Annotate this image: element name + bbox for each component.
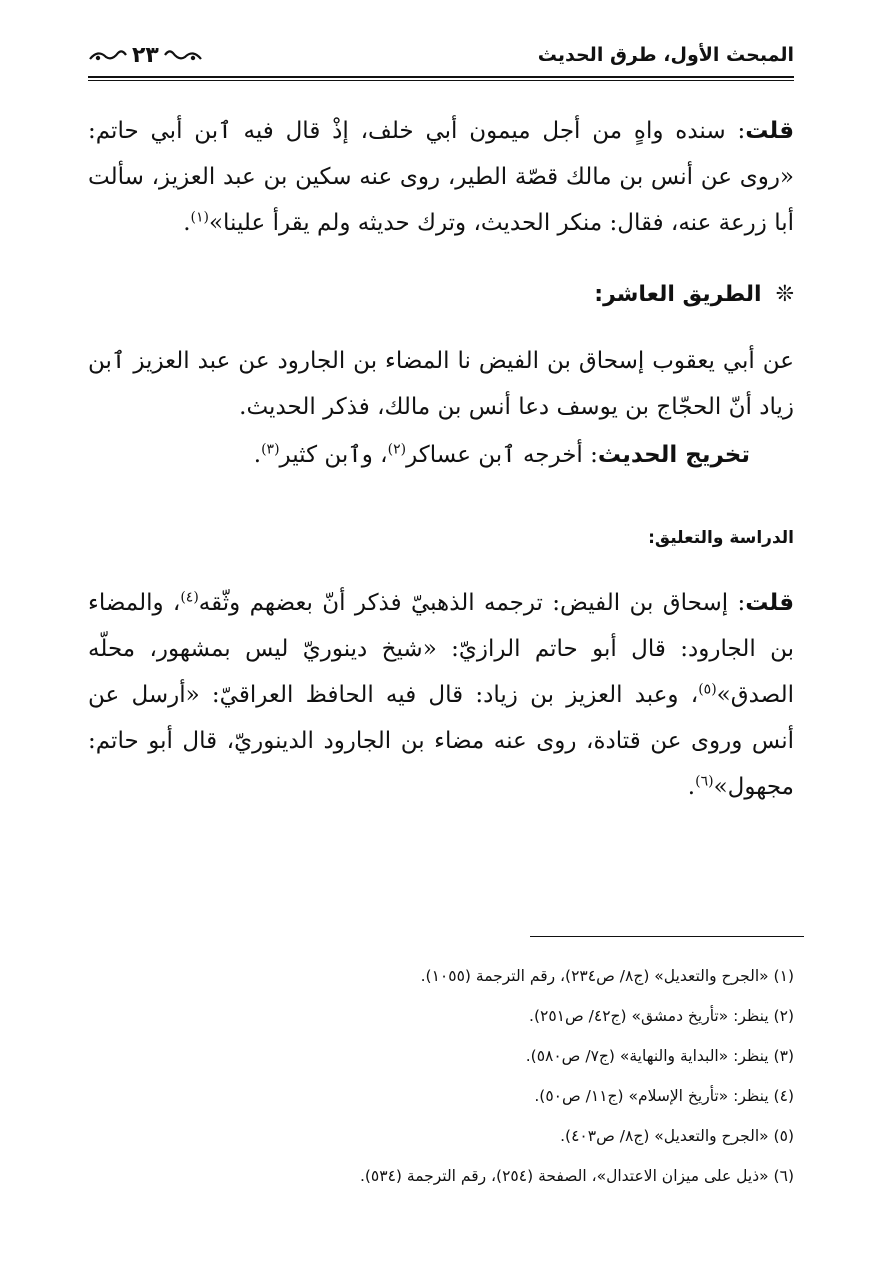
heading-asterism-icon: ❊ [775, 282, 794, 307]
paragraph-3-lead: قلت [745, 590, 794, 616]
paragraph-1-end: . [183, 210, 191, 236]
page-number-block [88, 43, 203, 68]
footnote-ref-4: (٤) [180, 589, 199, 606]
paragraph-3-text-c: ، وعبد العزيز بن زياد: قال فيه الحافظ العراقيّ: «أرسل عن أنس وروى عن قتادة، روى عنه مضاء بن الجارود الدينوريّ، قال أبو حاتم: مجهول» [88, 682, 794, 800]
footnote-ref-5: (٥) [698, 681, 717, 698]
takhrij-line [88, 432, 794, 480]
footnote-4: (٤) ينظر: «تأريخ الإسلام» (ج١١/ ص٥٠). [534, 1087, 794, 1105]
paragraph-1-lead: قلت [745, 118, 794, 144]
running-header [88, 38, 794, 72]
header-rule-thin [88, 80, 794, 81]
takhrij-text-a: : أخرجه ٱبن عساكر [406, 442, 598, 468]
page-number: ٢٣ [132, 42, 159, 68]
paragraph-2-text: عن أبي يعقوب إسحاق بن الفيض نا المضاء بن الجارود عن عبد العزيز ٱبن زياد أنّ الحجّاج بن يوسف دعا أنس بن مالك، فذكر الحديث. [88, 348, 794, 420]
paragraph-1 [88, 108, 794, 258]
paragraph-3-end: . [687, 774, 696, 800]
footnote-3: (٣) ينظر: «البداية والنهاية» (ج٧/ ص٥٨٠). [525, 1047, 794, 1065]
main-text [88, 108, 794, 828]
footnote-ref-3: (٣) [261, 441, 280, 458]
takhrij-text-b: ، وٱبن كثير [279, 442, 388, 468]
ornament-right-icon [163, 47, 203, 63]
paragraph-2 [88, 338, 794, 432]
subsection-heading: الدراسة والتعليق: [648, 528, 794, 548]
paragraph-3 [88, 580, 794, 828]
paragraph-1-text: : سنده واهٍ من أجل ميمون أبي خلف، إذْ قال فيه ٱبن أبي حاتم: «روى عن أنس بن مالك قصّة الطير، روى عنه سكين بن عبد العزيز، سألت أبا زرعة عنه، فقال: منكر الحديث، وترك حديثه ولم يقرأ علينا» [88, 118, 794, 236]
heading-text: الطريق العاشر: [594, 282, 762, 307]
takhrij-end: . [253, 442, 262, 468]
footnote-separator [530, 936, 804, 937]
footnote-5: (٥) «الجرح والتعديل» (ج٨/ ص٤٠٣). [560, 1127, 794, 1145]
footnote-ref-6: (٦) [695, 773, 714, 790]
footnote-ref-2: (٢) [387, 441, 407, 458]
ornament-left-icon [88, 47, 128, 63]
footnotes [88, 956, 794, 1196]
footnote-6: (٦) «ذيل على ميزان الاعتدال»، الصفحة (٢٥٤)، رقم الترجمة (٥٣٤). [359, 1167, 794, 1185]
paragraph-3-text-b: ، والمضاء بن الجارود: قال أبو حاتم الرازيّ: «شيخ دينوريّ ليس بمشهور، محلّه الصدق» [88, 590, 794, 708]
takhrij-lead: تخريج الحديث [597, 442, 750, 468]
footnote-ref-1: (١) [190, 209, 209, 226]
section-heading [88, 282, 794, 322]
footnote-1: (١) «الجرح والتعديل» (ج٨/ ص٢٣٤)، رقم الترجمة (١٠٥٥). [420, 967, 794, 985]
header-rule [88, 76, 794, 78]
paragraph-3-text-a: : إسحاق بن الفيض: ترجمه الذهبيّ فذكر أنّ بعضهم وثّقه [198, 590, 746, 616]
footnote-2: (٢) ينظر: «تأريخ دمشق» (ج٤٢/ ص٢٥١). [529, 1007, 794, 1025]
header-title: المبحث الأول، طرق الحديث [537, 44, 794, 66]
